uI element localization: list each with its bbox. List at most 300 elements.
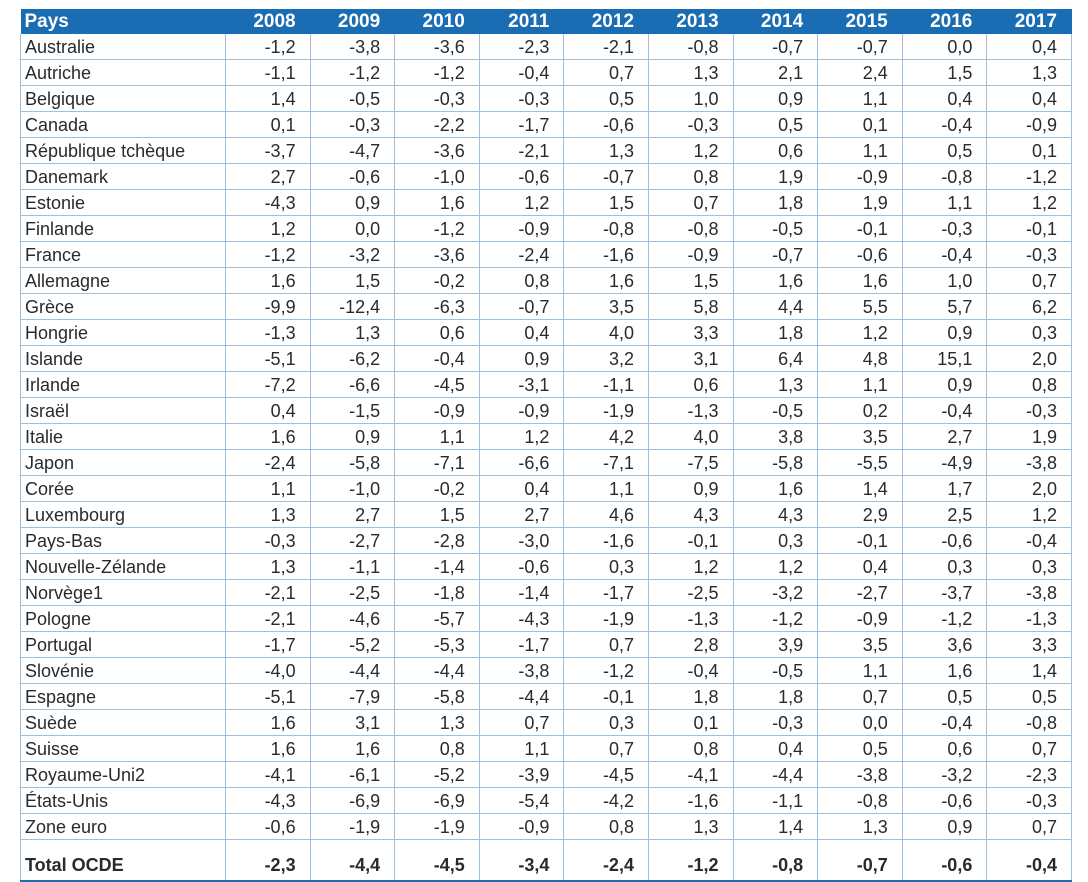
value-cell: -5,1 [226,346,311,372]
value-cell: -3,8 [818,762,903,788]
value-cell: 1,3 [648,814,733,840]
value-cell: -1,2 [226,242,311,268]
value-cell: -0,1 [648,528,733,554]
value-cell: -3,7 [902,580,987,606]
value-cell: -3,2 [310,242,395,268]
value-cell: 15,1 [902,346,987,372]
value-cell: 1,2 [818,320,903,346]
value-cell: 3,3 [987,632,1072,658]
value-cell: -7,2 [226,372,311,398]
value-cell: 0,7 [479,710,564,736]
value-cell: 1,1 [818,86,903,112]
table-row [21,372,1072,398]
value-cell: 0,8 [987,372,1072,398]
value-cell: 2,1 [733,60,818,86]
value-cell: 0,5 [818,736,903,762]
spacer-cell [395,840,480,851]
value-cell: 1,5 [310,268,395,294]
value-cell: 0,7 [564,736,649,762]
value-cell: -4,4 [395,658,480,684]
value-cell: -0,7 [479,294,564,320]
header-year: 2017 [987,9,1072,34]
value-cell: -0,4 [902,112,987,138]
table-row [21,684,1072,710]
value-cell: 1,6 [226,736,311,762]
value-cell: -1,3 [648,398,733,424]
country-name: États-Unis [21,788,226,814]
country-name: Norvège1 [21,580,226,606]
value-cell: -1,6 [564,242,649,268]
country-name: Autriche [21,60,226,86]
value-cell: -2,1 [226,580,311,606]
value-cell: 0,5 [733,112,818,138]
table-row [21,580,1072,606]
value-cell: 1,3 [226,502,311,528]
spacer-cell [226,840,311,851]
value-cell: 3,1 [310,710,395,736]
spacer-cell [987,840,1072,851]
table-row [21,242,1072,268]
table-row [21,762,1072,788]
value-cell: -7,1 [395,450,480,476]
value-cell: -0,1 [818,216,903,242]
value-cell: -0,9 [818,164,903,190]
country-name: Islande [21,346,226,372]
value-cell: -0,6 [310,164,395,190]
country-name: Italie [21,424,226,450]
value-cell: -0,3 [310,112,395,138]
table-row [21,554,1072,580]
value-cell: 3,2 [564,346,649,372]
value-cell: -4,4 [479,684,564,710]
value-cell: 1,3 [310,320,395,346]
table-row [21,814,1072,840]
value-cell: 4,3 [733,502,818,528]
value-cell: 0,4 [902,86,987,112]
value-cell: -4,4 [310,658,395,684]
value-cell: 1,9 [733,164,818,190]
value-cell: 4,0 [564,320,649,346]
value-cell: -0,3 [395,86,480,112]
value-cell: 1,0 [648,86,733,112]
value-cell: -0,9 [395,398,480,424]
country-name: Irlande [21,372,226,398]
value-cell: 0,9 [733,86,818,112]
header-year: 2009 [310,9,395,34]
value-cell: -3,6 [395,138,480,164]
value-cell: 5,5 [818,294,903,320]
country-name: Corée [21,476,226,502]
value-cell: 1,4 [818,476,903,502]
country-name: Belgique [21,86,226,112]
value-cell: 0,7 [564,632,649,658]
value-cell: -1,1 [564,372,649,398]
value-cell: -9,9 [226,294,311,320]
spacer-cell [21,840,226,851]
value-cell: -1,9 [310,814,395,840]
value-cell: -0,8 [902,164,987,190]
value-cell: 1,2 [987,190,1072,216]
country-name: France [21,242,226,268]
budget-balance-table [20,9,1072,882]
value-cell: 1,2 [479,190,564,216]
value-cell: 0,7 [564,60,649,86]
value-cell: -1,0 [310,476,395,502]
value-cell: -0,6 [479,554,564,580]
table-row [21,502,1072,528]
header-year: 2012 [564,9,649,34]
spacer-cell [310,840,395,851]
value-cell: 1,2 [987,502,1072,528]
spacer-row [21,840,1072,851]
value-cell: 1,6 [226,424,311,450]
value-cell: -1,6 [648,788,733,814]
country-name: Slovénie [21,658,226,684]
value-cell: -3,7 [226,138,311,164]
value-cell: -1,7 [479,632,564,658]
value-cell: 1,3 [733,372,818,398]
value-cell: -2,4 [479,242,564,268]
spacer-cell [564,840,649,851]
value-cell: -0,6 [818,242,903,268]
value-cell: -4,3 [226,788,311,814]
country-name: Royaume-Uni2 [21,762,226,788]
value-cell: -1,5 [310,398,395,424]
value-cell: 4,8 [818,346,903,372]
value-cell: 1,2 [648,554,733,580]
value-cell: -2,3 [987,762,1072,788]
value-cell: 1,8 [733,320,818,346]
value-cell: -3,4 [479,850,564,881]
value-cell: 1,3 [395,710,480,736]
value-cell: -1,2 [733,606,818,632]
value-cell: -2,3 [479,34,564,60]
value-cell: 1,5 [564,190,649,216]
value-cell: 0,6 [648,372,733,398]
value-cell: 2,9 [818,502,903,528]
value-cell: -7,1 [564,450,649,476]
value-cell: 0,8 [395,736,480,762]
value-cell: -0,5 [733,216,818,242]
value-cell: 0,5 [564,86,649,112]
table-row [21,34,1072,60]
value-cell: 3,3 [648,320,733,346]
value-cell: 3,8 [733,424,818,450]
value-cell: -1,9 [564,398,649,424]
value-cell: 0,3 [733,528,818,554]
country-name: Danemark [21,164,226,190]
table-row [21,528,1072,554]
value-cell: -1,2 [648,850,733,881]
value-cell: -3,0 [479,528,564,554]
country-name: Suède [21,710,226,736]
value-cell: 2,8 [648,632,733,658]
value-cell: -7,9 [310,684,395,710]
header-country: Pays [21,9,226,34]
country-name: Finlande [21,216,226,242]
value-cell: -1,2 [395,216,480,242]
header-year: 2013 [648,9,733,34]
value-cell: 0,7 [987,736,1072,762]
value-cell: 2,7 [226,164,311,190]
value-cell: 2,7 [310,502,395,528]
value-cell: -12,4 [310,294,395,320]
value-cell: -1,1 [310,554,395,580]
value-cell: 2,7 [902,424,987,450]
value-cell: 0,0 [902,34,987,60]
value-cell: -0,7 [733,242,818,268]
value-cell: -0,1 [987,216,1072,242]
value-cell: 2,0 [987,476,1072,502]
value-cell: 0,9 [648,476,733,502]
value-cell: -6,1 [310,762,395,788]
value-cell: -6,9 [310,788,395,814]
value-cell: 1,3 [818,814,903,840]
value-cell: 0,4 [479,476,564,502]
value-cell: -0,1 [564,684,649,710]
value-cell: -0,4 [987,850,1072,881]
value-cell: 0,1 [987,138,1072,164]
country-name: Estonie [21,190,226,216]
country-name: Pologne [21,606,226,632]
value-cell: 1,1 [818,372,903,398]
value-cell: -0,3 [226,528,311,554]
value-cell: -0,8 [818,788,903,814]
value-cell: -3,9 [479,762,564,788]
value-cell: 4,0 [648,424,733,450]
value-cell: 1,1 [479,736,564,762]
table-row [21,606,1072,632]
value-cell: -0,6 [902,528,987,554]
value-cell: 1,1 [818,658,903,684]
value-cell: 1,1 [818,138,903,164]
value-cell: 0,4 [987,86,1072,112]
table-row [21,450,1072,476]
value-cell: -0,7 [733,34,818,60]
value-cell: 0,4 [479,320,564,346]
country-name: Espagne [21,684,226,710]
country-name: Suisse [21,736,226,762]
value-cell: -0,4 [479,60,564,86]
value-cell: -0,3 [479,86,564,112]
value-cell: 1,7 [902,476,987,502]
value-cell: -6,9 [395,788,480,814]
value-cell: -1,3 [226,320,311,346]
country-name: Israël [21,398,226,424]
value-cell: 1,8 [733,684,818,710]
value-cell: -5,8 [395,684,480,710]
value-cell: -4,7 [310,138,395,164]
value-cell: -0,3 [733,710,818,736]
value-cell: -1,9 [395,814,480,840]
value-cell: 1,2 [733,554,818,580]
value-cell: 3,6 [902,632,987,658]
value-cell: -4,6 [310,606,395,632]
country-name: Grèce [21,294,226,320]
value-cell: -6,2 [310,346,395,372]
spacer-cell [902,840,987,851]
value-cell: -0,3 [987,788,1072,814]
value-cell: -1,0 [395,164,480,190]
value-cell: 1,1 [564,476,649,502]
value-cell: -1,2 [564,658,649,684]
value-cell: -4,3 [226,190,311,216]
value-cell: -1,4 [395,554,480,580]
value-cell: 4,2 [564,424,649,450]
value-cell: -1,7 [564,580,649,606]
value-cell: -0,3 [648,112,733,138]
value-cell: 0,3 [902,554,987,580]
value-cell: 3,5 [564,294,649,320]
value-cell: -4,5 [564,762,649,788]
value-cell: -0,9 [987,112,1072,138]
country-name: Japon [21,450,226,476]
value-cell: -1,8 [395,580,480,606]
value-cell: -3,8 [987,580,1072,606]
value-cell: 0,8 [648,736,733,762]
value-cell: -2,2 [395,112,480,138]
header-year: 2008 [226,9,311,34]
table-row [21,320,1072,346]
header-year: 2011 [479,9,564,34]
country-name: République tchèque [21,138,226,164]
value-cell: 0,4 [226,398,311,424]
value-cell: -0,5 [733,398,818,424]
value-cell: -0,4 [648,658,733,684]
table-row [21,164,1072,190]
data-table-container [20,9,1072,882]
value-cell: -3,1 [479,372,564,398]
table-header-row [21,9,1072,34]
value-cell: 1,4 [226,86,311,112]
value-cell: -5,1 [226,684,311,710]
value-cell: -0,4 [902,710,987,736]
value-cell: 0,9 [902,814,987,840]
value-cell: 0,0 [818,710,903,736]
value-cell: -0,4 [902,398,987,424]
value-cell: 1,1 [226,476,311,502]
value-cell: -3,8 [310,34,395,60]
value-cell: -6,6 [310,372,395,398]
header-year: 2010 [395,9,480,34]
table-row [21,294,1072,320]
value-cell: 0,8 [564,814,649,840]
value-cell: 5,7 [902,294,987,320]
value-cell: -4,3 [479,606,564,632]
value-cell: 1,1 [395,424,480,450]
value-cell: -4,5 [395,850,480,881]
country-name: Allemagne [21,268,226,294]
value-cell: 0,0 [310,216,395,242]
value-cell: -1,3 [648,606,733,632]
value-cell: -0,9 [479,216,564,242]
value-cell: -0,6 [564,112,649,138]
value-cell: 1,9 [987,424,1072,450]
value-cell: 1,3 [648,60,733,86]
value-cell: -2,7 [310,528,395,554]
value-cell: 0,7 [818,684,903,710]
value-cell: 4,4 [733,294,818,320]
value-cell: -5,2 [395,762,480,788]
value-cell: 0,9 [310,424,395,450]
value-cell: 4,6 [564,502,649,528]
value-cell: 2,4 [818,60,903,86]
value-cell: -0,7 [818,34,903,60]
country-name: Pays-Bas [21,528,226,554]
value-cell: 0,1 [648,710,733,736]
value-cell: -3,6 [395,242,480,268]
value-cell: -0,9 [818,606,903,632]
value-cell: -5,7 [395,606,480,632]
value-cell: -0,3 [902,216,987,242]
value-cell: -4,4 [733,762,818,788]
table-row [21,190,1072,216]
table-row [21,710,1072,736]
value-cell: 2,0 [987,346,1072,372]
value-cell: -0,7 [818,850,903,881]
value-cell: -0,4 [395,346,480,372]
value-cell: -2,4 [564,850,649,881]
value-cell: 6,4 [733,346,818,372]
value-cell: 3,1 [648,346,733,372]
value-cell: 0,4 [818,554,903,580]
value-cell: 0,4 [733,736,818,762]
value-cell: -5,2 [310,632,395,658]
value-cell: -0,5 [310,86,395,112]
value-cell: 0,6 [395,320,480,346]
value-cell: -0,6 [902,850,987,881]
spacer-cell [818,840,903,851]
value-cell: -0,3 [987,242,1072,268]
table-row [21,658,1072,684]
value-cell: 3,9 [733,632,818,658]
value-cell: -0,5 [733,658,818,684]
value-cell: 0,7 [987,268,1072,294]
value-cell: -2,4 [226,450,311,476]
value-cell: 2,7 [479,502,564,528]
value-cell: 0,5 [902,684,987,710]
table-row [21,346,1072,372]
value-cell: -3,8 [987,450,1072,476]
value-cell: 3,5 [818,424,903,450]
value-cell: -4,1 [226,762,311,788]
value-cell: -3,6 [395,34,480,60]
total-row [21,850,1072,881]
value-cell: 1,0 [902,268,987,294]
value-cell: -3,2 [733,580,818,606]
value-cell: -3,8 [479,658,564,684]
value-cell: -1,9 [564,606,649,632]
value-cell: 0,5 [987,684,1072,710]
table-row [21,736,1072,762]
table-row [21,424,1072,450]
value-cell: -0,6 [226,814,311,840]
value-cell: -5,8 [310,450,395,476]
value-cell: 6,2 [987,294,1072,320]
value-cell: -1,1 [226,60,311,86]
value-cell: -6,3 [395,294,480,320]
value-cell: -1,2 [395,60,480,86]
value-cell: 0,9 [310,190,395,216]
value-cell: 0,5 [902,138,987,164]
value-cell: -0,8 [648,34,733,60]
value-cell: 0,7 [648,190,733,216]
value-cell: -0,6 [479,164,564,190]
spacer-cell [733,840,818,851]
value-cell: -5,8 [733,450,818,476]
value-cell: 1,2 [479,424,564,450]
value-cell: -0,8 [987,710,1072,736]
